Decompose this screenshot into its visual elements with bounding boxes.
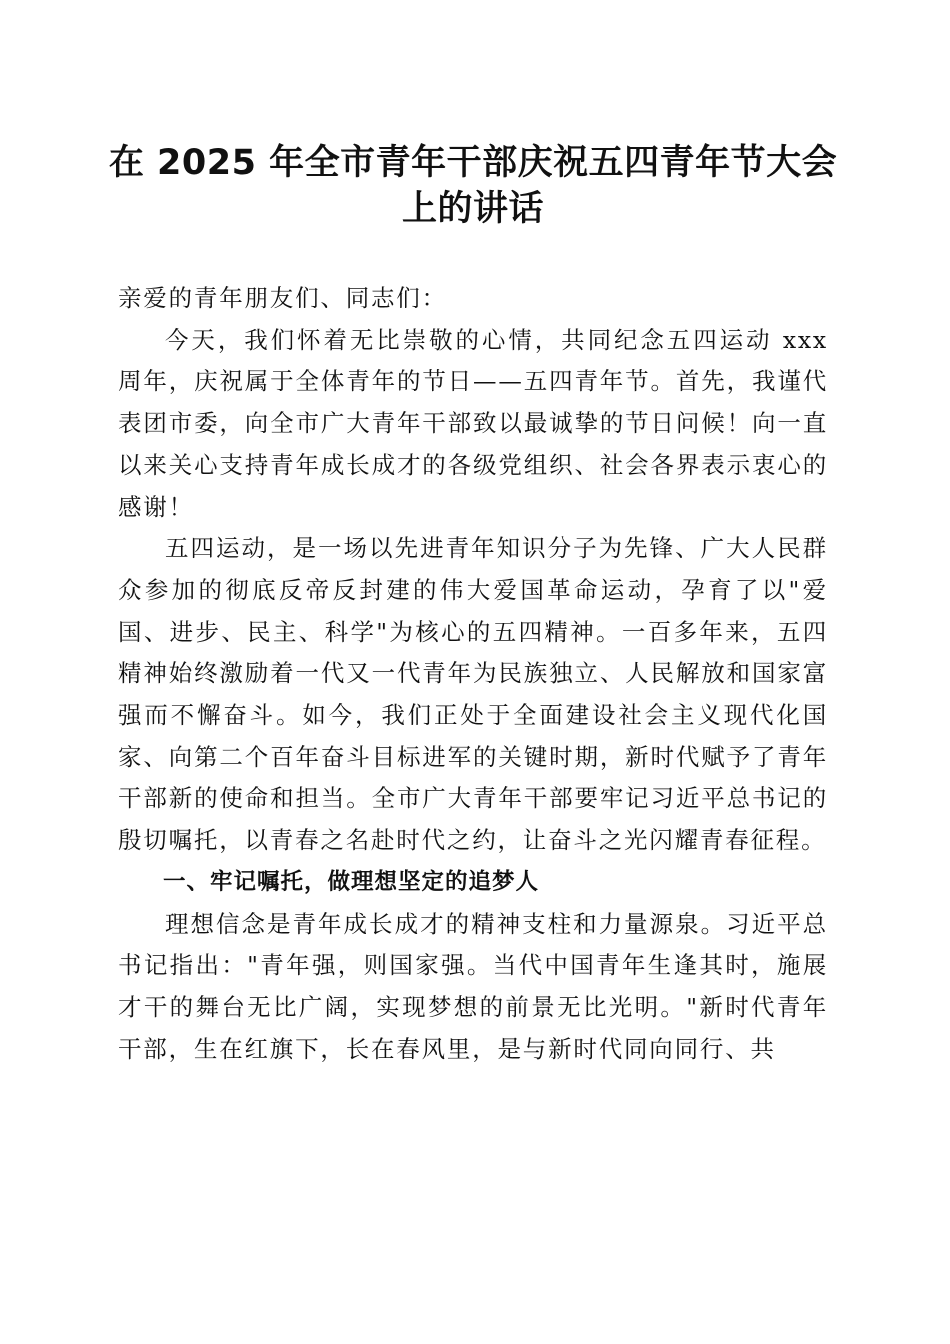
document-page: [108, 140, 838, 1070]
section-paragraph: 理想信念是青年成长成才的精神支柱和力量源泉。习近平总书记指出："青年强，则国家强。当代中国青年生逢其时，施展才干的舞台无比广阔，实现梦想的前景无比光明。"新时代青年干部，生在红旗下，长在春风里，是与新时代同向同行、共: [118, 909, 828, 1063]
paragraph-2: 五四运动，是一场以先进青年知识分子为先锋、广大人民群众参加的彻底反帝反封建的伟大爱国革命运动，孕育了以"爱国、进步、民主、科学"为核心的五四精神。一百多年来，五四精神始终激励着一代又一代青年为民族独立、人民解放和国家富强而不懈奋斗。如今，我们正处于全面建设社会主义现代化国家、向第二个百年奋斗目标进军的关键时期，新时代赋予了青年干部新的使命和担当。全市广大青年干部要牢记习近平总书记的殷切嘱托，以青春之名赴时代之约，让奋斗之光闪耀青春征程。: [118, 534, 828, 855]
paragraph-1: 今天，我们怀着无比崇敬的心情，共同纪念五四运动 xxx 周年，庆祝属于全体青年的节日——五四青年节。首先，我谨代表团市委，向全市广大青年干部致以最诚挚的节日问候！向一直以来关心支持青年成长成才的各级党组织、社会各界表示衷心的感谢！: [118, 325, 828, 521]
title-line-2: 上的讲话: [401, 189, 544, 229]
title-line-1: 在 2025 年全市青年干部庆祝五四青年节大会: [108, 143, 838, 183]
salutation: 亲爱的青年朋友们、同志们：: [118, 284, 447, 312]
document-title: [96, 140, 850, 232]
section-heading: 一、牢记嘱托，做理想坚定的追梦人: [163, 868, 540, 895]
